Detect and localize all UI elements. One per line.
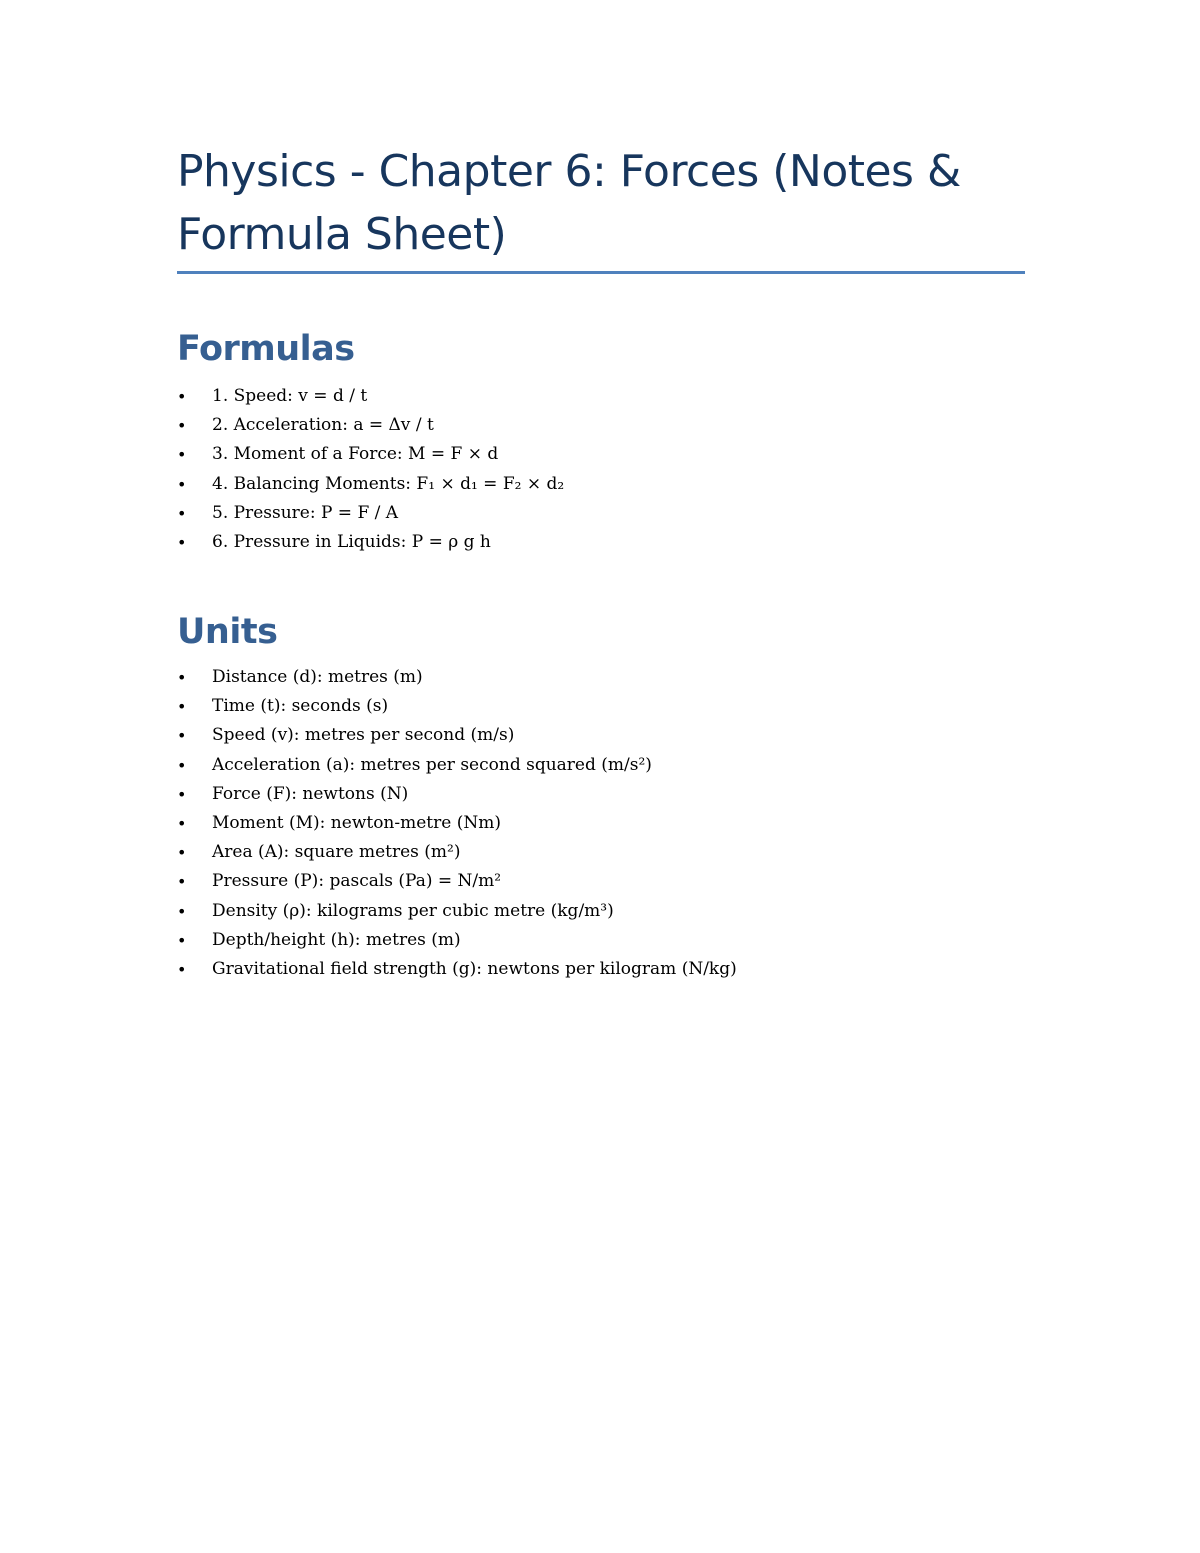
list-item	[177, 470, 564, 499]
bullet-icon: •	[177, 474, 187, 494]
list-item-text: Moment (M): newton-metre (Nm)	[212, 812, 501, 833]
document-title: Physics - Chapter 6: Forces (Notes & Formula Sheet)	[177, 146, 961, 260]
bullet-icon: •	[177, 387, 187, 406]
list-item	[177, 528, 564, 557]
list-item	[177, 721, 737, 750]
list-item-text: 4. Balancing Moments: F₁ × d₁ = F₂ × d₂	[212, 473, 565, 494]
list-item	[177, 867, 737, 896]
list-item-text: 6. Pressure in Liquids: P = ρ g h	[212, 531, 491, 552]
list-item	[177, 809, 737, 838]
bullet-icon: •	[177, 445, 187, 465]
list-item	[177, 897, 737, 926]
list-item-text: Force (F): newtons (N)	[212, 783, 409, 804]
bullet-icon: •	[177, 503, 187, 523]
bullet-icon: •	[177, 532, 187, 552]
list-item	[177, 382, 564, 411]
list-item-text: Speed (v): metres per second (m/s)	[212, 725, 515, 746]
bullet-icon: •	[177, 901, 187, 921]
list-item	[177, 838, 737, 867]
section-heading-formulas: Formulas	[177, 329, 355, 369]
bullet-icon: •	[177, 784, 187, 804]
list-item	[177, 499, 564, 528]
bullet-icon: •	[177, 959, 187, 979]
list-item	[177, 663, 737, 692]
list-item	[177, 780, 737, 809]
list-item-text: Depth/height (h): metres (m)	[212, 929, 461, 950]
list-item-text: Density (ρ): kilograms per cubic metre (kg/m³)	[212, 900, 614, 921]
list-item-text: Gravitational field strength (g): newtons per kilogram (N/kg)	[212, 958, 737, 979]
list-item	[177, 440, 564, 469]
bullet-icon: •	[177, 668, 187, 687]
bullet-icon: •	[177, 843, 187, 863]
list-item-text: 3. Moment of a Force: M = F × d	[212, 444, 499, 465]
list-item	[177, 751, 737, 780]
list-item-text: 2. Acceleration: a = Δv / t	[212, 415, 434, 436]
bullet-icon: •	[177, 872, 187, 892]
bullet-icon: •	[177, 813, 187, 833]
list-item-text: Pressure (P): pascals (Pa) = N/m²	[212, 871, 502, 892]
title-underline-divider	[177, 271, 1025, 274]
list-item-text: Time (t): seconds (s)	[212, 696, 389, 717]
list-item	[177, 411, 564, 440]
list-item	[177, 926, 737, 955]
bullet-icon: •	[177, 755, 187, 775]
bullet-icon: •	[177, 726, 187, 746]
list-item	[177, 692, 737, 721]
list-item-text: Acceleration (a): metres per second squared (m/s²)	[212, 754, 652, 775]
list-item	[177, 955, 737, 984]
bullet-icon: •	[177, 416, 187, 436]
bullet-icon: •	[177, 697, 187, 717]
list-item-text: 1. Speed: v = d / t	[212, 386, 368, 406]
list-item-text: Distance (d): metres (m)	[212, 667, 423, 687]
units-list	[177, 663, 737, 984]
bullet-icon: •	[177, 930, 187, 950]
formulas-list	[177, 382, 564, 557]
section-heading-units: Units	[177, 612, 278, 652]
list-item-text: 5. Pressure: P = F / A	[212, 502, 399, 523]
list-item-text: Area (A): square metres (m²)	[212, 842, 461, 863]
